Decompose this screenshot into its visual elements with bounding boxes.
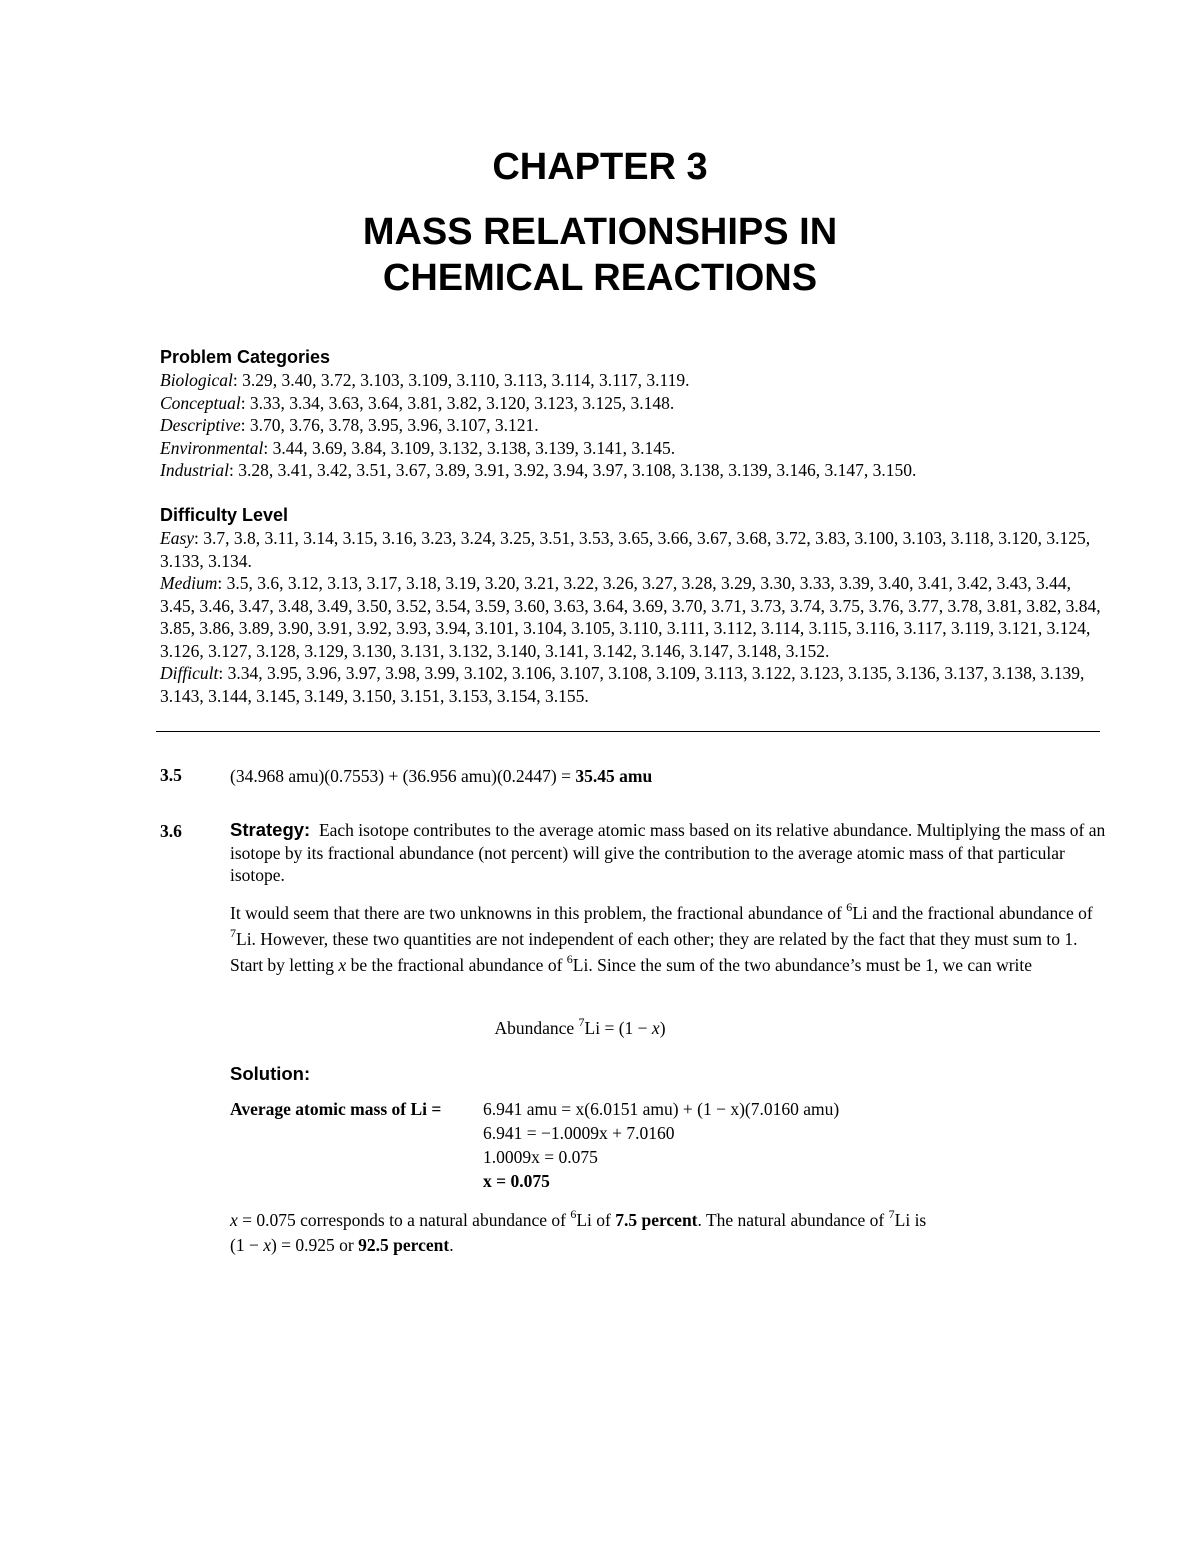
text-run: It would seem that there are two unknowns in this problem, the fractional abundance of bbox=[230, 903, 847, 923]
abundance-equation bbox=[230, 1015, 930, 1039]
text-run: = 0.075 corresponds to a natural abundance of bbox=[237, 1210, 571, 1230]
category-label: Biological bbox=[160, 370, 233, 390]
strategy-paragraph bbox=[230, 819, 1110, 887]
difficulty-label: Difficult bbox=[160, 663, 219, 683]
strategy-text: Each isotope contributes to the average atomic mass based on its relative abundance. Multiplying the mass of an isotope by its fractional abundance (not percent) will give the contribution to the average atomic mass of that particular isotope. bbox=[230, 820, 1106, 885]
problem-categories-heading: Problem Categories bbox=[160, 347, 331, 367]
text-run: ) bbox=[659, 1018, 666, 1038]
category-list: : 3.29, 3.40, 3.72, 3.103, 3.109, 3.110, 3.113, 3.114, 3.117, 3.119. bbox=[232, 370, 690, 390]
text-run: be the fractional abundance of bbox=[346, 955, 567, 975]
section-divider bbox=[156, 731, 1100, 732]
difficulty-easy bbox=[160, 527, 1105, 572]
variable-x: x bbox=[263, 1235, 271, 1255]
text-run: ) = 0.925 or bbox=[270, 1235, 359, 1255]
isotope-mass-6: 6 bbox=[566, 952, 573, 966]
chapter-number: CHAPTER 3 bbox=[492, 146, 708, 188]
problem-number-3-5: 3.5 bbox=[160, 765, 182, 785]
text-run: Li of bbox=[576, 1210, 616, 1230]
category-list: : 3.33, 3.34, 3.63, 3.64, 3.81, 3.82, 3.120, 3.123, 3.125, 3.148. bbox=[240, 392, 675, 413]
solution-line-1: 6.941 amu = x(6.0151 amu) + (1 − x)(7.0160 amu) bbox=[483, 1099, 840, 1119]
li6-percent: 7.5 percent bbox=[615, 1210, 698, 1230]
problem-3-5-equation bbox=[230, 765, 1110, 788]
difficulty-label: Medium bbox=[160, 573, 218, 593]
difficulty-label: Easy bbox=[160, 528, 195, 548]
category-descriptive bbox=[160, 414, 1100, 437]
isotope-mass-7: 7 bbox=[230, 926, 236, 940]
solution-line-2: 6.941 = −1.0009x + 7.0160 bbox=[483, 1123, 675, 1143]
category-list: : 3.44, 3.69, 3.84, 3.109, 3.132, 3.138, 3.139, 3.141, 3.145. bbox=[263, 437, 676, 458]
unknowns-paragraph bbox=[230, 900, 1110, 978]
difficulty-list: : 3.7, 3.8, 3.11, 3.14, 3.15, 3.16, 3.23, 3.24, 3.25, 3.51, 3.53, 3.65, 3.66, 3.67, 3.68, 3.72, 3.83, 3.100, 3.103, 3.118, 3.120, 3.125, 3.133, 3.134. bbox=[160, 528, 1091, 571]
category-label: Descriptive bbox=[160, 415, 241, 435]
text-run: (1 − bbox=[230, 1235, 264, 1255]
category-biological bbox=[160, 369, 1100, 392]
text-run: Li. Since the sum of the two abundance’s must be 1, we can write bbox=[572, 955, 1033, 975]
strategy-label: Strategy: bbox=[230, 819, 311, 840]
solution-line-4: x = 0.075 bbox=[483, 1171, 550, 1191]
equation-expression: (34.968 amu)(0.7553) + (36.956 amu)(0.2447) = bbox=[230, 766, 576, 786]
category-environmental bbox=[160, 437, 1100, 460]
problem-number-3-6: 3.6 bbox=[160, 821, 182, 841]
isotope-mass-6: 6 bbox=[570, 1207, 577, 1221]
variable-x: x bbox=[230, 1210, 238, 1230]
text-run: Li. However, these two quantities are not independent of each other; they are related by the fact that they must sum to 1. Start by letting bbox=[230, 929, 1078, 975]
difficulty-list: : 3.34, 3.95, 3.96, 3.97, 3.98, 3.99, 3.102, 3.106, 3.107, 3.108, 3.109, 3.113, 3.122, 3.123, 3.135, 3.136, 3.137, 3.138, 3.139, 3.143, 3.144, 3.145, 3.149, 3.150, 3.151, 3.153, 3.154, 3.155. bbox=[160, 663, 1085, 706]
category-conceptual bbox=[160, 392, 1100, 415]
text-run: . The natural abundance of bbox=[697, 1210, 889, 1230]
problem-categories bbox=[160, 345, 1100, 482]
difficulty-list: : 3.5, 3.6, 3.12, 3.13, 3.17, 3.18, 3.19, 3.20, 3.21, 3.22, 3.26, 3.27, 3.28, 3.29, 3.30, 3.33, 3.39, 3.40, 3.41, 3.42, 3.43, 3.44, 3.45, 3.46, 3.47, 3.48, 3.49, 3.50, 3.52, 3.54, 3.59, 3.60, 3.63, 3.64, 3.69, 3.70, 3.71, 3.73, 3.74, 3.75, 3.76, 3.77, 3.78, 3.81, 3.82, 3.84, 3.85, 3.86, 3.89, 3.90, 3.91, 3.92, 3.93, 3.94, 3.101, 3.104, 3.105, 3.110, 3.111, 3.112, 3.114, 3.115, 3.116, 3.117, 3.119, 3.121, 3.124, 3.126, 3.127, 3.128, 3.129, 3.130, 3.131, 3.132, 3.140, 3.141, 3.142, 3.146, 3.147, 3.148, 3.152. bbox=[160, 573, 1101, 661]
text-run: Li is bbox=[894, 1210, 927, 1230]
solution-line-3: 1.0009x = 0.075 bbox=[483, 1147, 598, 1167]
text-run: Abundance bbox=[494, 1018, 579, 1038]
text-run: Li = (1 − bbox=[584, 1018, 652, 1038]
chapter-title-line-2: CHEMICAL REACTIONS bbox=[382, 257, 818, 299]
category-label: Industrial bbox=[160, 460, 230, 480]
category-label: Conceptual bbox=[160, 392, 241, 413]
difficulty-medium bbox=[160, 572, 1105, 662]
text-run: . bbox=[449, 1235, 454, 1255]
variable-x: x bbox=[338, 955, 347, 975]
isotope-mass-6: 6 bbox=[846, 900, 853, 914]
category-label: Environmental bbox=[160, 437, 264, 458]
category-industrial bbox=[160, 459, 1100, 482]
chapter-title-line-1: MASS RELATIONSHIPS IN bbox=[362, 211, 838, 253]
average-mass-label: Average atomic mass of Li = bbox=[230, 1099, 442, 1119]
isotope-mass-7: 7 bbox=[888, 1207, 895, 1221]
solution-label: Solution: bbox=[230, 1063, 311, 1084]
li7-percent: 92.5 percent bbox=[358, 1235, 450, 1255]
category-list: : 3.70, 3.76, 3.78, 3.95, 3.96, 3.107, 3.121. bbox=[240, 415, 539, 435]
category-list: : 3.28, 3.41, 3.42, 3.51, 3.67, 3.89, 3.91, 3.92, 3.94, 3.97, 3.108, 3.138, 3.139, 3.146, 3.147, 3.150. bbox=[229, 460, 917, 480]
text-run: Li and the fractional abundance of bbox=[852, 903, 1093, 923]
equation-answer: 35.45 amu bbox=[575, 766, 653, 786]
difficulty-difficult bbox=[160, 662, 1105, 707]
variable-x: x bbox=[651, 1018, 660, 1038]
final-conclusion bbox=[230, 1208, 1110, 1258]
difficulty-level bbox=[160, 503, 1105, 707]
difficulty-heading: Difficulty Level bbox=[160, 505, 289, 525]
isotope-mass-7: 7 bbox=[578, 1015, 585, 1029]
